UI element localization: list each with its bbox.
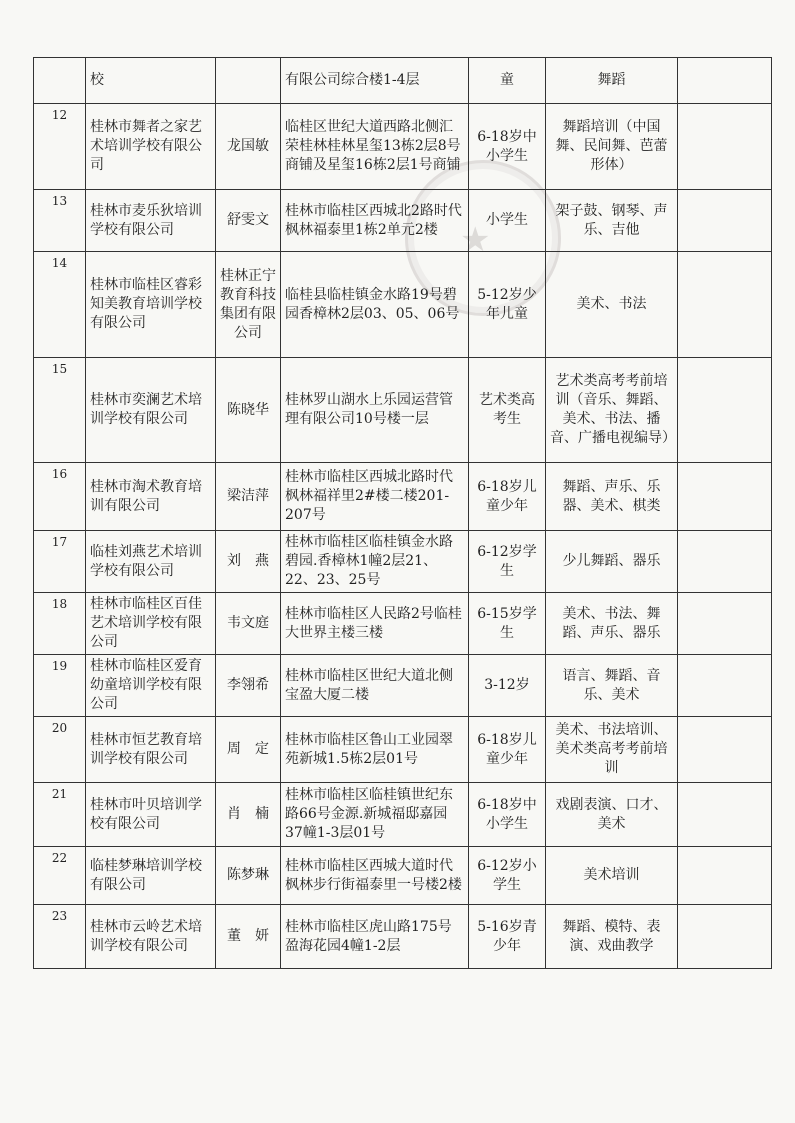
school-name-cell: 校 <box>86 58 216 104</box>
target-students-cell: 5-12岁少年儿童 <box>469 252 546 358</box>
school-name-cell: 桂林市恒艺教育培训学校有限公司 <box>86 717 216 783</box>
remarks-cell <box>678 717 772 783</box>
school-name-cell: 临桂刘燕艺术培训学校有限公司 <box>86 531 216 593</box>
target-students-cell: 5-16岁青少年 <box>469 905 546 969</box>
legal-representative-cell: 梁洁萍 <box>216 463 281 531</box>
row-number-cell: 15 <box>34 358 86 463</box>
table-body <box>34 58 772 969</box>
row-number-cell: 20 <box>34 717 86 783</box>
row-number-cell: 14 <box>34 252 86 358</box>
legal-representative-cell <box>216 58 281 104</box>
target-students-cell: 6-18岁儿童少年 <box>469 463 546 531</box>
school-name-cell: 桂林市淘术教育培训有限公司 <box>86 463 216 531</box>
target-students-cell: 6-18岁中小学生 <box>469 783 546 847</box>
remarks-cell <box>678 847 772 905</box>
target-students-cell: 艺术类高考生 <box>469 358 546 463</box>
school-name-cell: 桂林市奕澜艺术培训学校有限公司 <box>86 358 216 463</box>
row-number-cell: 18 <box>34 593 86 655</box>
table-row <box>34 463 772 531</box>
target-students-cell: 6-15岁学生 <box>469 593 546 655</box>
remarks-cell <box>678 593 772 655</box>
table-row <box>34 655 772 717</box>
table-row <box>34 252 772 358</box>
table-row <box>34 593 772 655</box>
remarks-cell <box>678 104 772 190</box>
school-name-cell: 桂林市临桂区百佳艺术培训学校有限公司 <box>86 593 216 655</box>
school-address-cell: 临桂区世纪大道西路北侧汇荣桂林桂林星玺13栋2层8号商铺及星玺16栋2层1号商铺 <box>281 104 469 190</box>
school-name-cell: 桂林市临桂区睿彩知美教育培训学校有限公司 <box>86 252 216 358</box>
course-content-cell: 舞蹈、声乐、乐器、美术、棋类 <box>546 463 678 531</box>
remarks-cell <box>678 783 772 847</box>
target-students-cell: 6-12岁学生 <box>469 531 546 593</box>
table-row <box>34 104 772 190</box>
school-name-cell: 桂林市麦乐狄培训学校有限公司 <box>86 190 216 252</box>
school-name-cell: 桂林市舞者之家艺术培训学校有限公司 <box>86 104 216 190</box>
course-content-cell: 少儿舞蹈、器乐 <box>546 531 678 593</box>
course-content-cell: 艺术类高考考前培训（音乐、舞蹈、美术、书法、播音、广播电视编导） <box>546 358 678 463</box>
course-content-cell: 美术、书法培训、美术类高考考前培训 <box>546 717 678 783</box>
school-address-cell: 桂林市临桂区西城大道时代枫林步行街福泰里一号楼2楼 <box>281 847 469 905</box>
row-number-cell: 13 <box>34 190 86 252</box>
course-content-cell: 戏剧表演、口才、美术 <box>546 783 678 847</box>
remarks-cell <box>678 905 772 969</box>
legal-representative-cell: 肖 楠 <box>216 783 281 847</box>
table-row <box>34 58 772 104</box>
row-number-cell: 17 <box>34 531 86 593</box>
legal-representative-cell: 陈梦琳 <box>216 847 281 905</box>
row-number-cell: 19 <box>34 655 86 717</box>
school-name-cell: 桂林市叶贝培训学校有限公司 <box>86 783 216 847</box>
remarks-cell <box>678 358 772 463</box>
legal-representative-cell: 陈晓华 <box>216 358 281 463</box>
target-students-cell: 6-18岁儿童少年 <box>469 717 546 783</box>
course-content-cell: 美术培训 <box>546 847 678 905</box>
legal-representative-cell: 桂林正宁教育科技集团有限公司 <box>216 252 281 358</box>
course-content-cell: 架子鼓、钢琴、声乐、吉他 <box>546 190 678 252</box>
table-row <box>34 783 772 847</box>
target-students-cell: 小学生 <box>469 190 546 252</box>
table-row <box>34 717 772 783</box>
target-students-cell: 6-18岁中小学生 <box>469 104 546 190</box>
school-name-cell: 桂林市云岭艺术培训学校有限公司 <box>86 905 216 969</box>
legal-representative-cell: 李翎希 <box>216 655 281 717</box>
school-address-cell: 桂林市临桂区世纪大道北侧宝盈大厦二楼 <box>281 655 469 717</box>
row-number-cell: 23 <box>34 905 86 969</box>
legal-representative-cell: 刘 燕 <box>216 531 281 593</box>
table-row <box>34 531 772 593</box>
remarks-cell <box>678 190 772 252</box>
remarks-cell <box>678 58 772 104</box>
training-school-table <box>33 57 772 969</box>
school-address-cell: 桂林市临桂区临桂镇世纪东路66号金源.新城福邸嘉园37幢1-3层01号 <box>281 783 469 847</box>
legal-representative-cell: 舒雯文 <box>216 190 281 252</box>
school-address-cell: 桂林市临桂区鲁山工业园翠苑新城1.5栋2层01号 <box>281 717 469 783</box>
remarks-cell <box>678 531 772 593</box>
course-content-cell: 语言、舞蹈、音乐、美术 <box>546 655 678 717</box>
table-row <box>34 905 772 969</box>
course-content-cell: 舞蹈培训（中国舞、民间舞、芭蕾形体） <box>546 104 678 190</box>
row-number-cell: 22 <box>34 847 86 905</box>
target-students-cell: 童 <box>469 58 546 104</box>
course-content-cell: 舞蹈、模特、表演、戏曲教学 <box>546 905 678 969</box>
course-content-cell: 舞蹈 <box>546 58 678 104</box>
school-address-cell: 桂林市临桂区临桂镇金水路碧园.香樟林1幢2层21、22、23、25号 <box>281 531 469 593</box>
legal-representative-cell: 董 妍 <box>216 905 281 969</box>
legal-representative-cell: 周 定 <box>216 717 281 783</box>
school-name-cell: 桂林市临桂区爱育幼童培训学校有限公司 <box>86 655 216 717</box>
seal-star-icon: ★ <box>460 220 491 260</box>
target-students-cell: 3-12岁 <box>469 655 546 717</box>
row-number-cell: 16 <box>34 463 86 531</box>
school-address-cell: 桂林市临桂区西城北路时代枫林福祥里2#楼二楼201-207号 <box>281 463 469 531</box>
remarks-cell <box>678 463 772 531</box>
table-row <box>34 358 772 463</box>
legal-representative-cell: 龙国敏 <box>216 104 281 190</box>
school-address-cell: 桂林市临桂区虎山路175号盈海花园4幢1-2层 <box>281 905 469 969</box>
row-number-cell <box>34 58 86 104</box>
course-content-cell: 美术、书法、舞蹈、声乐、器乐 <box>546 593 678 655</box>
school-address-cell: 桂林市临桂区人民路2号临桂大世界主楼三楼 <box>281 593 469 655</box>
target-students-cell: 6-12岁小学生 <box>469 847 546 905</box>
legal-representative-cell: 韦文庭 <box>216 593 281 655</box>
school-name-cell: 临桂梦琳培训学校有限公司 <box>86 847 216 905</box>
remarks-cell <box>678 252 772 358</box>
row-number-cell: 12 <box>34 104 86 190</box>
table-row <box>34 190 772 252</box>
school-address-cell: 有限公司综合楼1-4层 <box>281 58 469 104</box>
table-row <box>34 847 772 905</box>
remarks-cell <box>678 655 772 717</box>
school-address-cell: 桂林市临桂区西城北2路时代枫林福泰里1栋2单元2楼 <box>281 190 469 252</box>
school-address-cell: 桂林罗山湖水上乐园运营管理有限公司10号楼一层 <box>281 358 469 463</box>
school-address-cell: 临桂县临桂镇金水路19号碧园香樟林2层03、05、06号 <box>281 252 469 358</box>
course-content-cell: 美术、书法 <box>546 252 678 358</box>
row-number-cell: 21 <box>34 783 86 847</box>
